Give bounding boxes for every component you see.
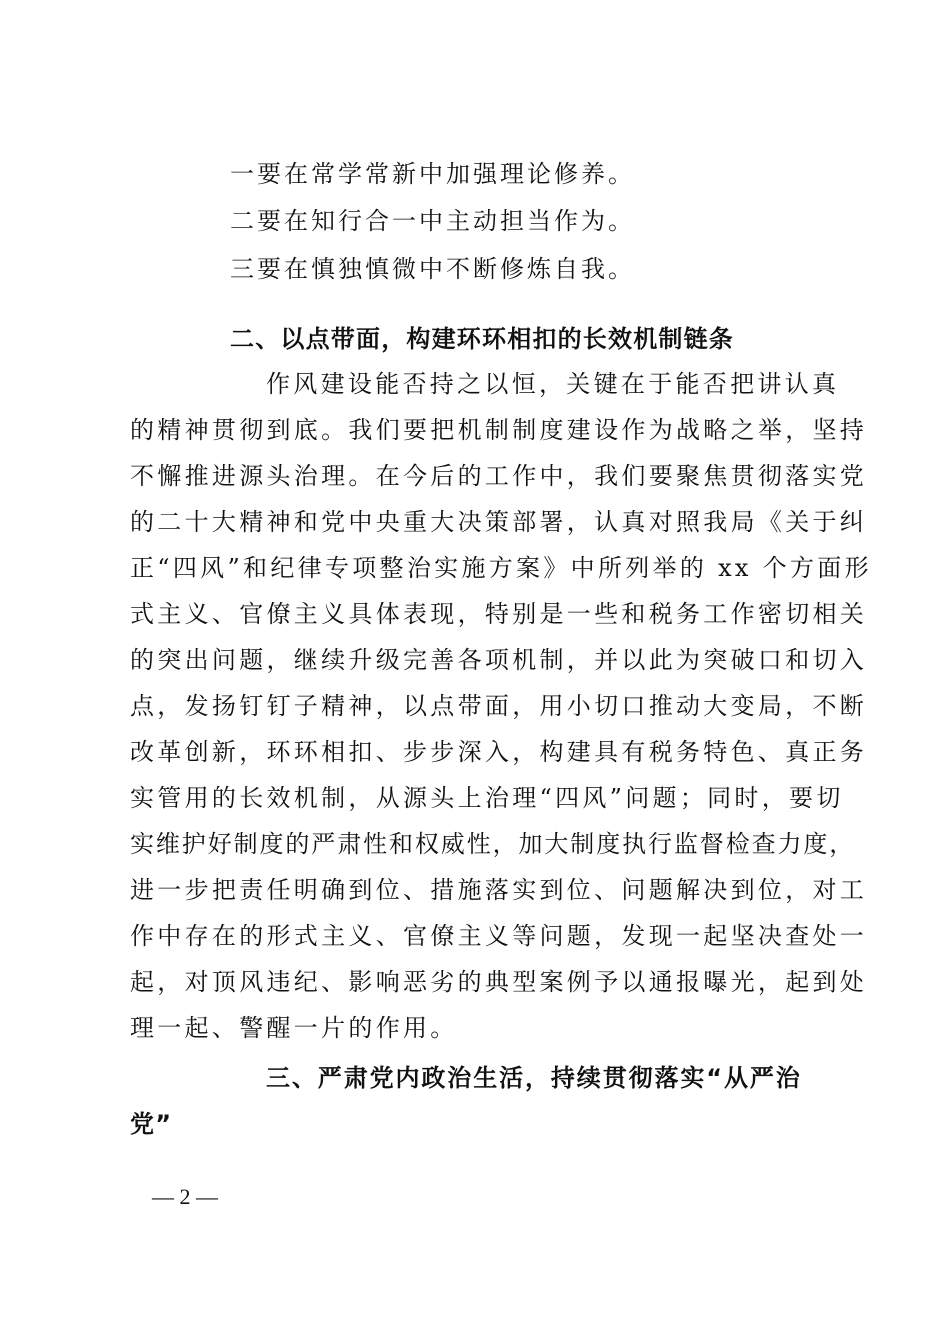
paragraph-line: 作中存在的形式主义、官僚主义等问题，发现一起坚决查处一 (130, 922, 868, 950)
section-2-paragraph (130, 361, 872, 1051)
paragraph-line: 的二十大精神和党中央重大决策部署，认真对照我局《关于纠 (130, 508, 868, 536)
page-number: — 2 — (152, 1184, 218, 1209)
paragraph-line: 起，对顶风违纪、影响恶劣的典型案例予以通报曝光，起到处 (130, 968, 868, 996)
list-item-1: 一要在常学常新中加强理论修养。 (230, 160, 635, 188)
paragraph-line: 正“四风”和纪律专项整治实施方案》中所列举的 xx 个方面形 (130, 554, 872, 582)
paragraph-line: 的突出问题，继续升级完善各项机制，并以此为突破口和切入 (130, 646, 868, 674)
paragraph-line: 不懈推进源头治理。在今后的工作中，我们要聚焦贯彻落实党 (130, 462, 868, 490)
paragraph-line: 实管用的长效机制，从源头上治理“四风”问题；同时，要切 (130, 784, 844, 812)
paragraph-line: 的精神贯彻到底。我们要把机制制度建设作为战略之举，坚持 (130, 416, 868, 444)
section-2-heading: 二、以点带面，构建环环相扣的长效机制链条 (230, 325, 734, 353)
paragraph-line: 改革创新，环环相扣、步步深入，构建具有税务特色、真正务 (130, 738, 868, 766)
list-item-3: 三要在慎独慎微中不断修炼自我。 (230, 255, 635, 283)
paragraph-line: 作风建设能否持之以恒，关键在于能否把讲认真 (266, 370, 840, 398)
list-item-2: 二要在知行合一中主动担当作为。 (230, 207, 635, 235)
section-3-heading-line-1: 三、严肃党内政治生活，持续贯彻落实“从严治 (266, 1064, 802, 1092)
section-3-heading-line-2: 党” (130, 1110, 173, 1138)
paragraph-line: 实维护好制度的严肃性和权威性，加大制度执行监督检查力度， (130, 830, 856, 858)
paragraph-line: 进一步把责任明确到位、措施落实到位、问题解决到位，对工 (130, 876, 868, 904)
paragraph-line: 式主义、官僚主义具体表现，特别是一些和税务工作密切相关 (130, 600, 868, 628)
paragraph-line: 理一起、警醒一片的作用。 (130, 1014, 458, 1042)
paragraph-line: 点，发扬钉钉子精神，以点带面，用小切口推动大变局，不断 (130, 692, 868, 720)
